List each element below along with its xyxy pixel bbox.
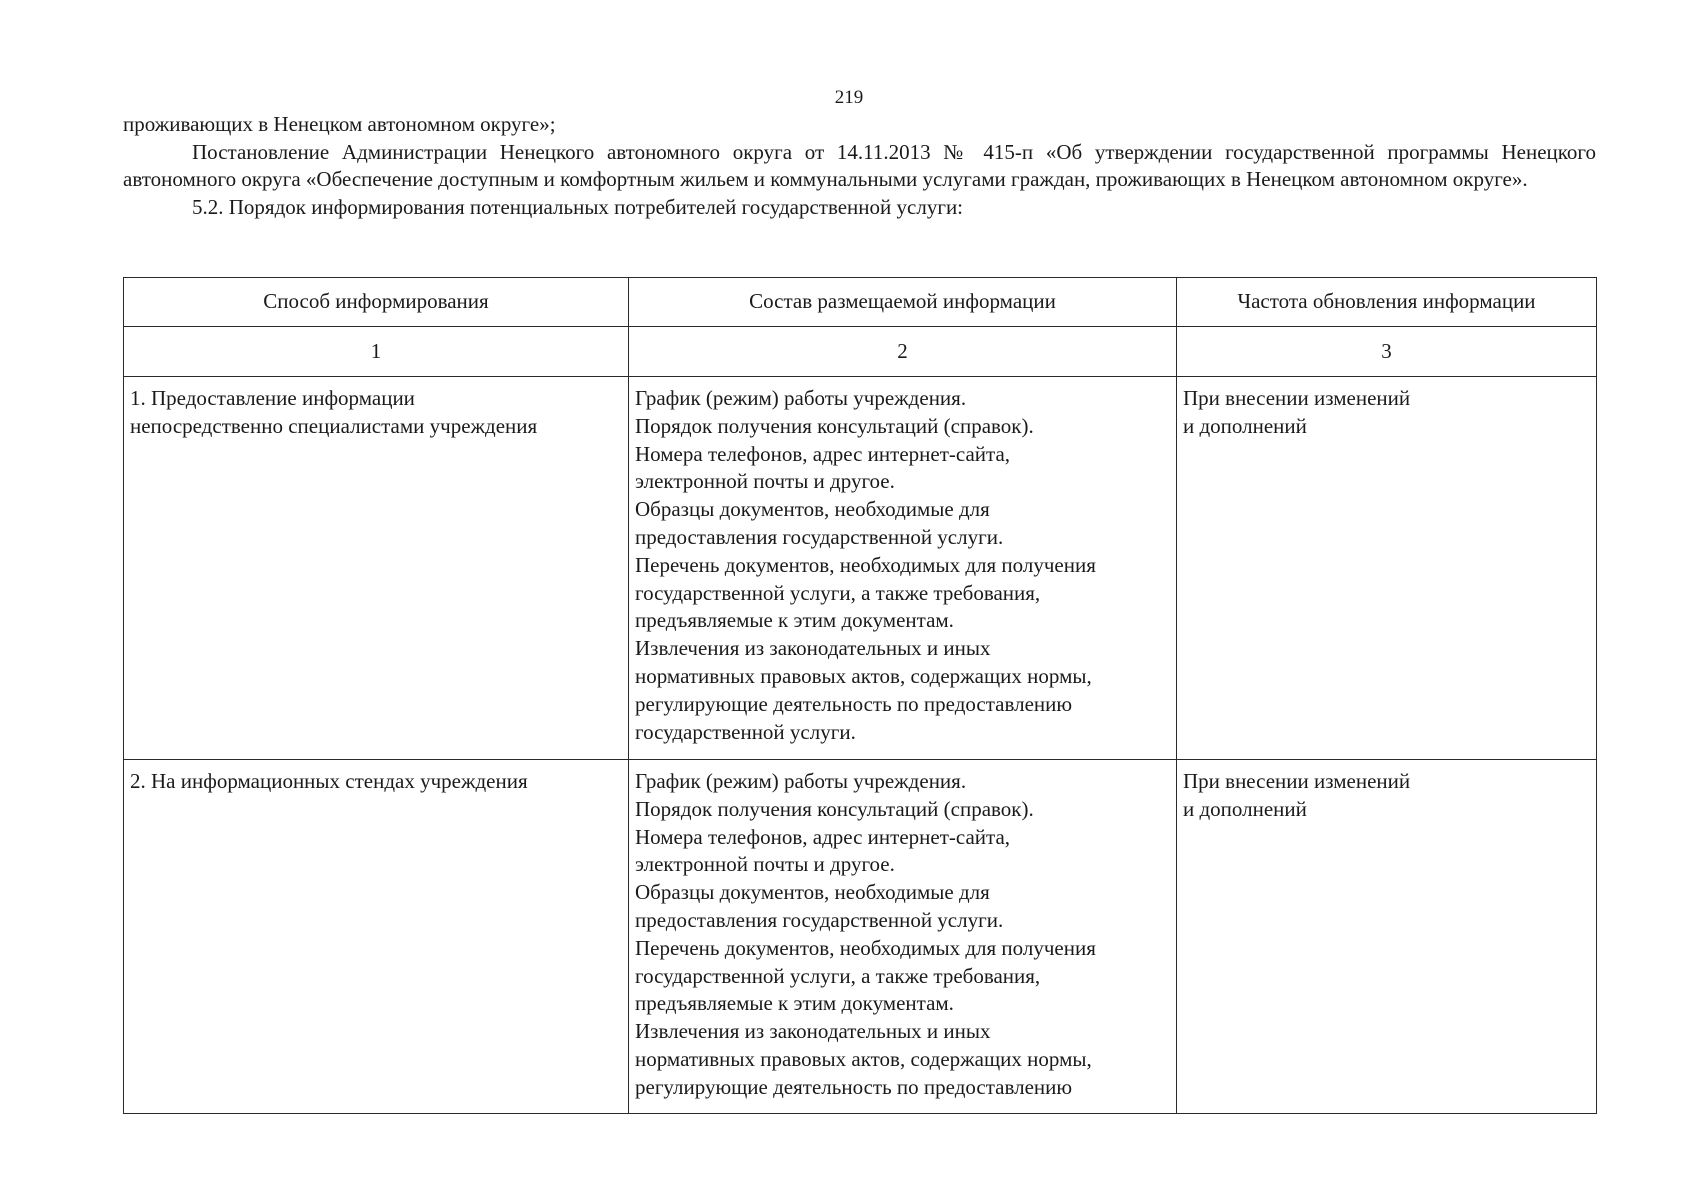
table-row xyxy=(124,377,1597,760)
page-number: 219 xyxy=(834,87,864,108)
header-frequency: Частота обновления информации xyxy=(1177,278,1597,327)
content-line: Номера телефонов, адрес интернет-сайта, xyxy=(635,441,1011,466)
informing-table xyxy=(123,277,1597,1114)
content-line: Образцы документов, необходимые для xyxy=(635,497,990,522)
content-line: электронной почты и другое. xyxy=(635,852,895,877)
column-number-2: 2 xyxy=(629,327,1177,377)
content-line: Извлечения из законодательных и иных xyxy=(635,1019,991,1044)
content-line: График (режим) работы учреждения. xyxy=(635,769,967,793)
frequency-cell xyxy=(1177,760,1597,1114)
table-header-row xyxy=(124,278,1597,327)
method-line: непосредственно специалистами учреждения xyxy=(130,413,538,438)
intro-continuation-line: проживающих в Ненецком автономном округе»; xyxy=(123,112,556,136)
content-line: Порядок получения консультаций (справок). xyxy=(635,796,1034,821)
frequency-cell xyxy=(1177,377,1597,760)
frequency-line: и дополнений xyxy=(1183,413,1307,438)
content-line: государственной услуги, а также требования, xyxy=(635,580,1041,605)
header-content: Состав размещаемой информации xyxy=(629,278,1177,327)
frequency-line: и дополнений xyxy=(1183,796,1307,821)
intro-text xyxy=(123,111,1596,221)
method-line: 1. Предоставление информации xyxy=(130,386,415,410)
content-line: нормативных правовых актов, содержащих нормы, xyxy=(635,663,1092,688)
content-cell xyxy=(629,377,1177,760)
frequency-line: При внесении изменений xyxy=(1183,386,1411,410)
content-line: предоставления государственной услуги. xyxy=(635,907,1004,932)
content-line: государственной услуги. xyxy=(635,719,856,744)
section-heading-paragraph: 5.2. Порядок информирования потенциальных потребителей государственной услуги: xyxy=(192,194,964,219)
column-number-1: 1 xyxy=(124,327,629,377)
content-line: Перечень документов, необходимых для получения xyxy=(635,552,1096,577)
content-line: регулирующие деятельность по предоставлению xyxy=(635,691,1073,716)
content-cell xyxy=(629,760,1177,1114)
header-method: Способ информирования xyxy=(124,278,629,327)
content-line: государственной услуги, а также требования, xyxy=(635,963,1041,988)
content-line: нормативных правовых актов, содержащих нормы, xyxy=(635,1046,1092,1071)
content-line: График (режим) работы учреждения. xyxy=(635,386,967,410)
method-line: 2. На информационных стендах учреждения xyxy=(130,769,528,793)
content-line: предъявляемые к этим документам. xyxy=(635,608,954,633)
method-cell xyxy=(124,377,629,760)
content-line: Порядок получения консультаций (справок). xyxy=(635,413,1034,438)
content-line: Извлечения из законодательных и иных xyxy=(635,636,991,661)
method-cell xyxy=(124,760,629,1114)
content-line: регулирующие деятельность по предоставлению xyxy=(635,1074,1073,1099)
frequency-line: При внесении изменений xyxy=(1183,769,1411,793)
content-line: электронной почты и другое. xyxy=(635,469,895,494)
content-line: Номера телефонов, адрес интернет-сайта, xyxy=(635,824,1011,849)
column-number-row xyxy=(124,327,1597,377)
decree-paragraph: Постановление Администрации Ненецкого автономного округа от 14.11.2013 № 415-п «Об утверждении государственной программы Ненецкого автономного округа «Обеспечение доступным и комфортным жильем и коммунальными услугами граждан, проживающих в Ненецком автономном округе». xyxy=(123,139,1596,191)
content-line: предъявляемые к этим документам. xyxy=(635,991,954,1016)
column-number-3: 3 xyxy=(1177,327,1597,377)
content-line: предоставления государственной услуги. xyxy=(635,524,1004,549)
content-line: Образцы документов, необходимые для xyxy=(635,880,990,905)
table-row xyxy=(124,760,1597,1114)
content-line: Перечень документов, необходимых для получения xyxy=(635,935,1096,960)
